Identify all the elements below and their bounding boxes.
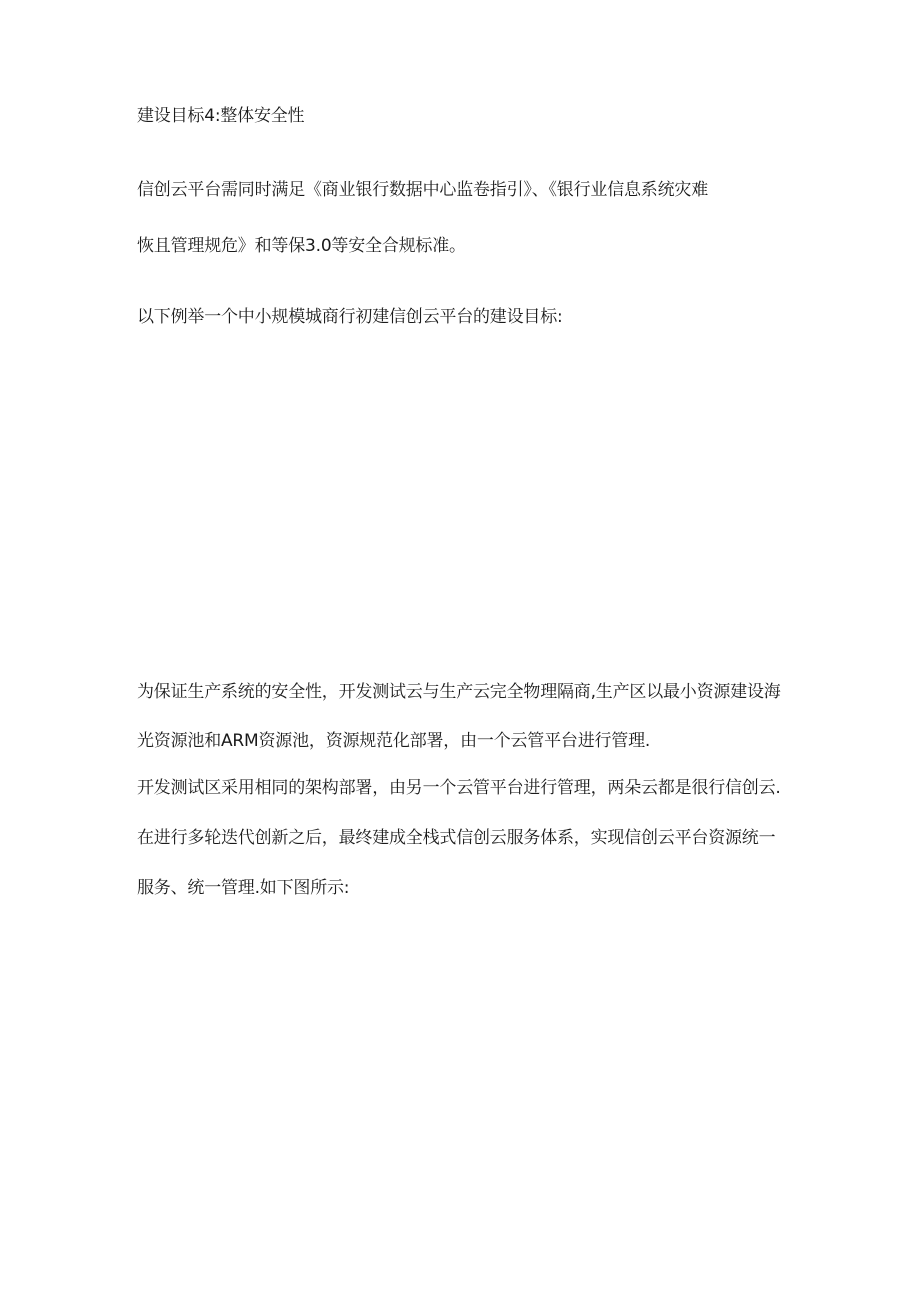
blank-figure-area: [137, 350, 787, 650]
paragraph-5-line-1: 在进行多轮迭代创新之后，最终建成全栈式信创云服务体系，实现信创云平台资源统一: [137, 828, 776, 848]
blank-figure-area-bottom: [137, 920, 787, 1280]
section-heading: 建设目标4:整体安全性: [137, 106, 305, 126]
paragraph-3-line-2: 光资源池和ARM资源池，资源规范化部署，由一个云管平台进行管理.: [137, 731, 651, 751]
paragraph-1-line-2: 恢且管理规危》和等保3.0等安全合规标准。: [137, 236, 466, 256]
paragraph-3-line-1: 为保证生产系统的安全性，开发测试云与生产云完全物理隔商,生产区以最小资源建设海: [137, 682, 781, 702]
paragraph-1-line-1: 信创云平台需同时满足《商业银行数据中心监卷指引》、《银行业信息系统灾难: [137, 180, 708, 200]
paragraph-2: 以下例举一个中小规模城商行初建信创云平台的建设目标:: [137, 307, 563, 327]
paragraph-4: 开发测试区采用相同的架构部署，由另一个云管平台进行管理，两朵云都是很行信创云.: [137, 778, 781, 798]
paragraph-5-line-2: 服务、统一管理.如下图所示:: [137, 878, 350, 898]
